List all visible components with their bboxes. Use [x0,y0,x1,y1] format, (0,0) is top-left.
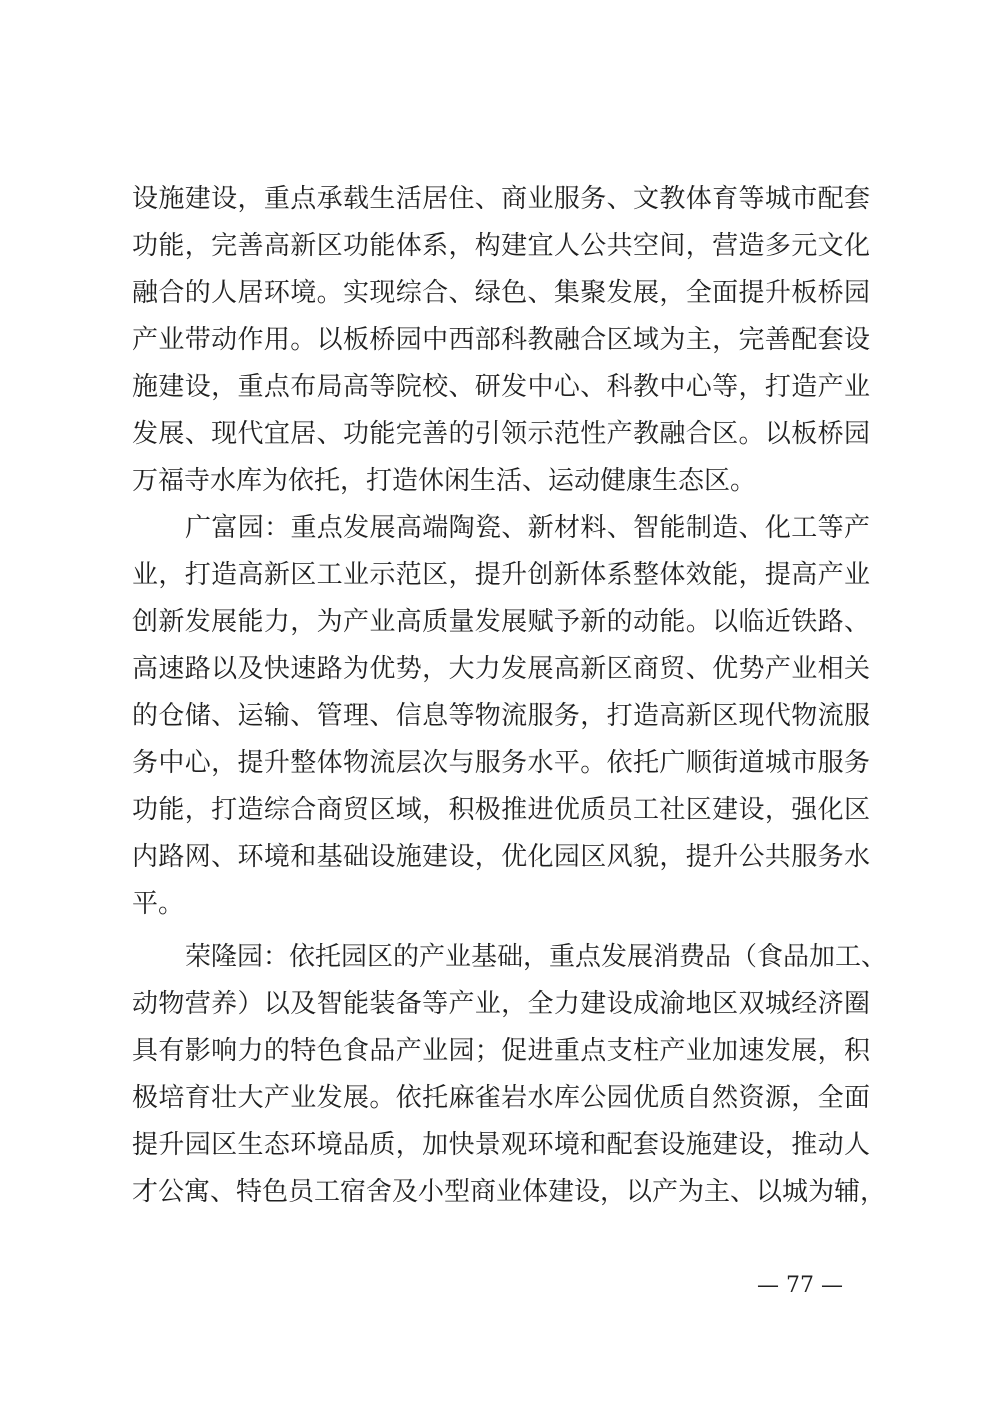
text-line: 极培育壮大产业发展。依托麻雀岩水库公园优质自然资源，全面 [132,1083,870,1113]
text-line: 平。 [132,889,185,919]
body-text [132,176,888,1216]
text-line: 内路网、环境和基础设施建设，优化园区风貌，提升公共服务水 [132,842,870,872]
text-line: 施建设，重点布局高等院校、研发中心、科教中心等，打造产业 [132,372,870,402]
text-line: 发展、现代宜居、功能完善的引领示范性产教融合区。以板桥园 [132,419,870,449]
text-line: 产业带动作用。以板桥园中西部科教融合区域为主，完善配套设 [132,325,870,355]
text-line: 的仓储、运输、管理、信息等物流服务，打造高新区现代物流服 [132,701,870,731]
text-line: 功能，完善高新区功能体系，构建宜人公共空间，营造多元文化 [132,231,870,261]
text-line: 万福寺水库为依托，打造休闲生活、运动健康生态区。 [132,466,757,496]
page-number: — 77 — [757,1273,843,1298]
text-line: 功能，打造综合商贸区域，积极推进优质员工社区建设，强化区 [132,795,870,825]
text-line: 融合的人居环境。实现综合、绿色、集聚发展，全面提升板桥园 [132,278,870,308]
text-line: 设施建设，重点承载生活居住、商业服务、文教体育等城市配套 [132,184,870,214]
text-line: 高速路以及快速路为优势，大力发展高新区商贸、优势产业相关 [132,654,870,684]
text-line: 才公寓、特色员工宿舍及小型商业体建设，以产为主、以城为辅， [132,1177,887,1207]
text-line: 提升园区生态环境品质，加快景观环境和配套设施建设，推动人 [132,1130,870,1160]
text-line: 动物营养）以及智能装备等产业，全力建设成渝地区双城经济圈 [132,989,870,1019]
paragraph-start-line: 广富园：重点发展高端陶瓷、新材料、智能制造、化工等产 [185,513,870,543]
text-line: 务中心，提升整体物流层次与服务水平。依托广顺街道城市服务 [132,748,870,778]
text-line: 业，打造高新区工业示范区，提升创新体系整体效能，提高产业 [132,560,870,590]
paragraph-start-line: 荣隆园：依托园区的产业基础，重点发展消费品（食品加工、 [185,942,888,972]
text-line: 具有影响力的特色食品产业园；促进重点支柱产业加速发展，积 [132,1036,870,1066]
text-line: 创新发展能力，为产业高质量发展赋予新的动能。以临近铁路、 [132,607,870,637]
